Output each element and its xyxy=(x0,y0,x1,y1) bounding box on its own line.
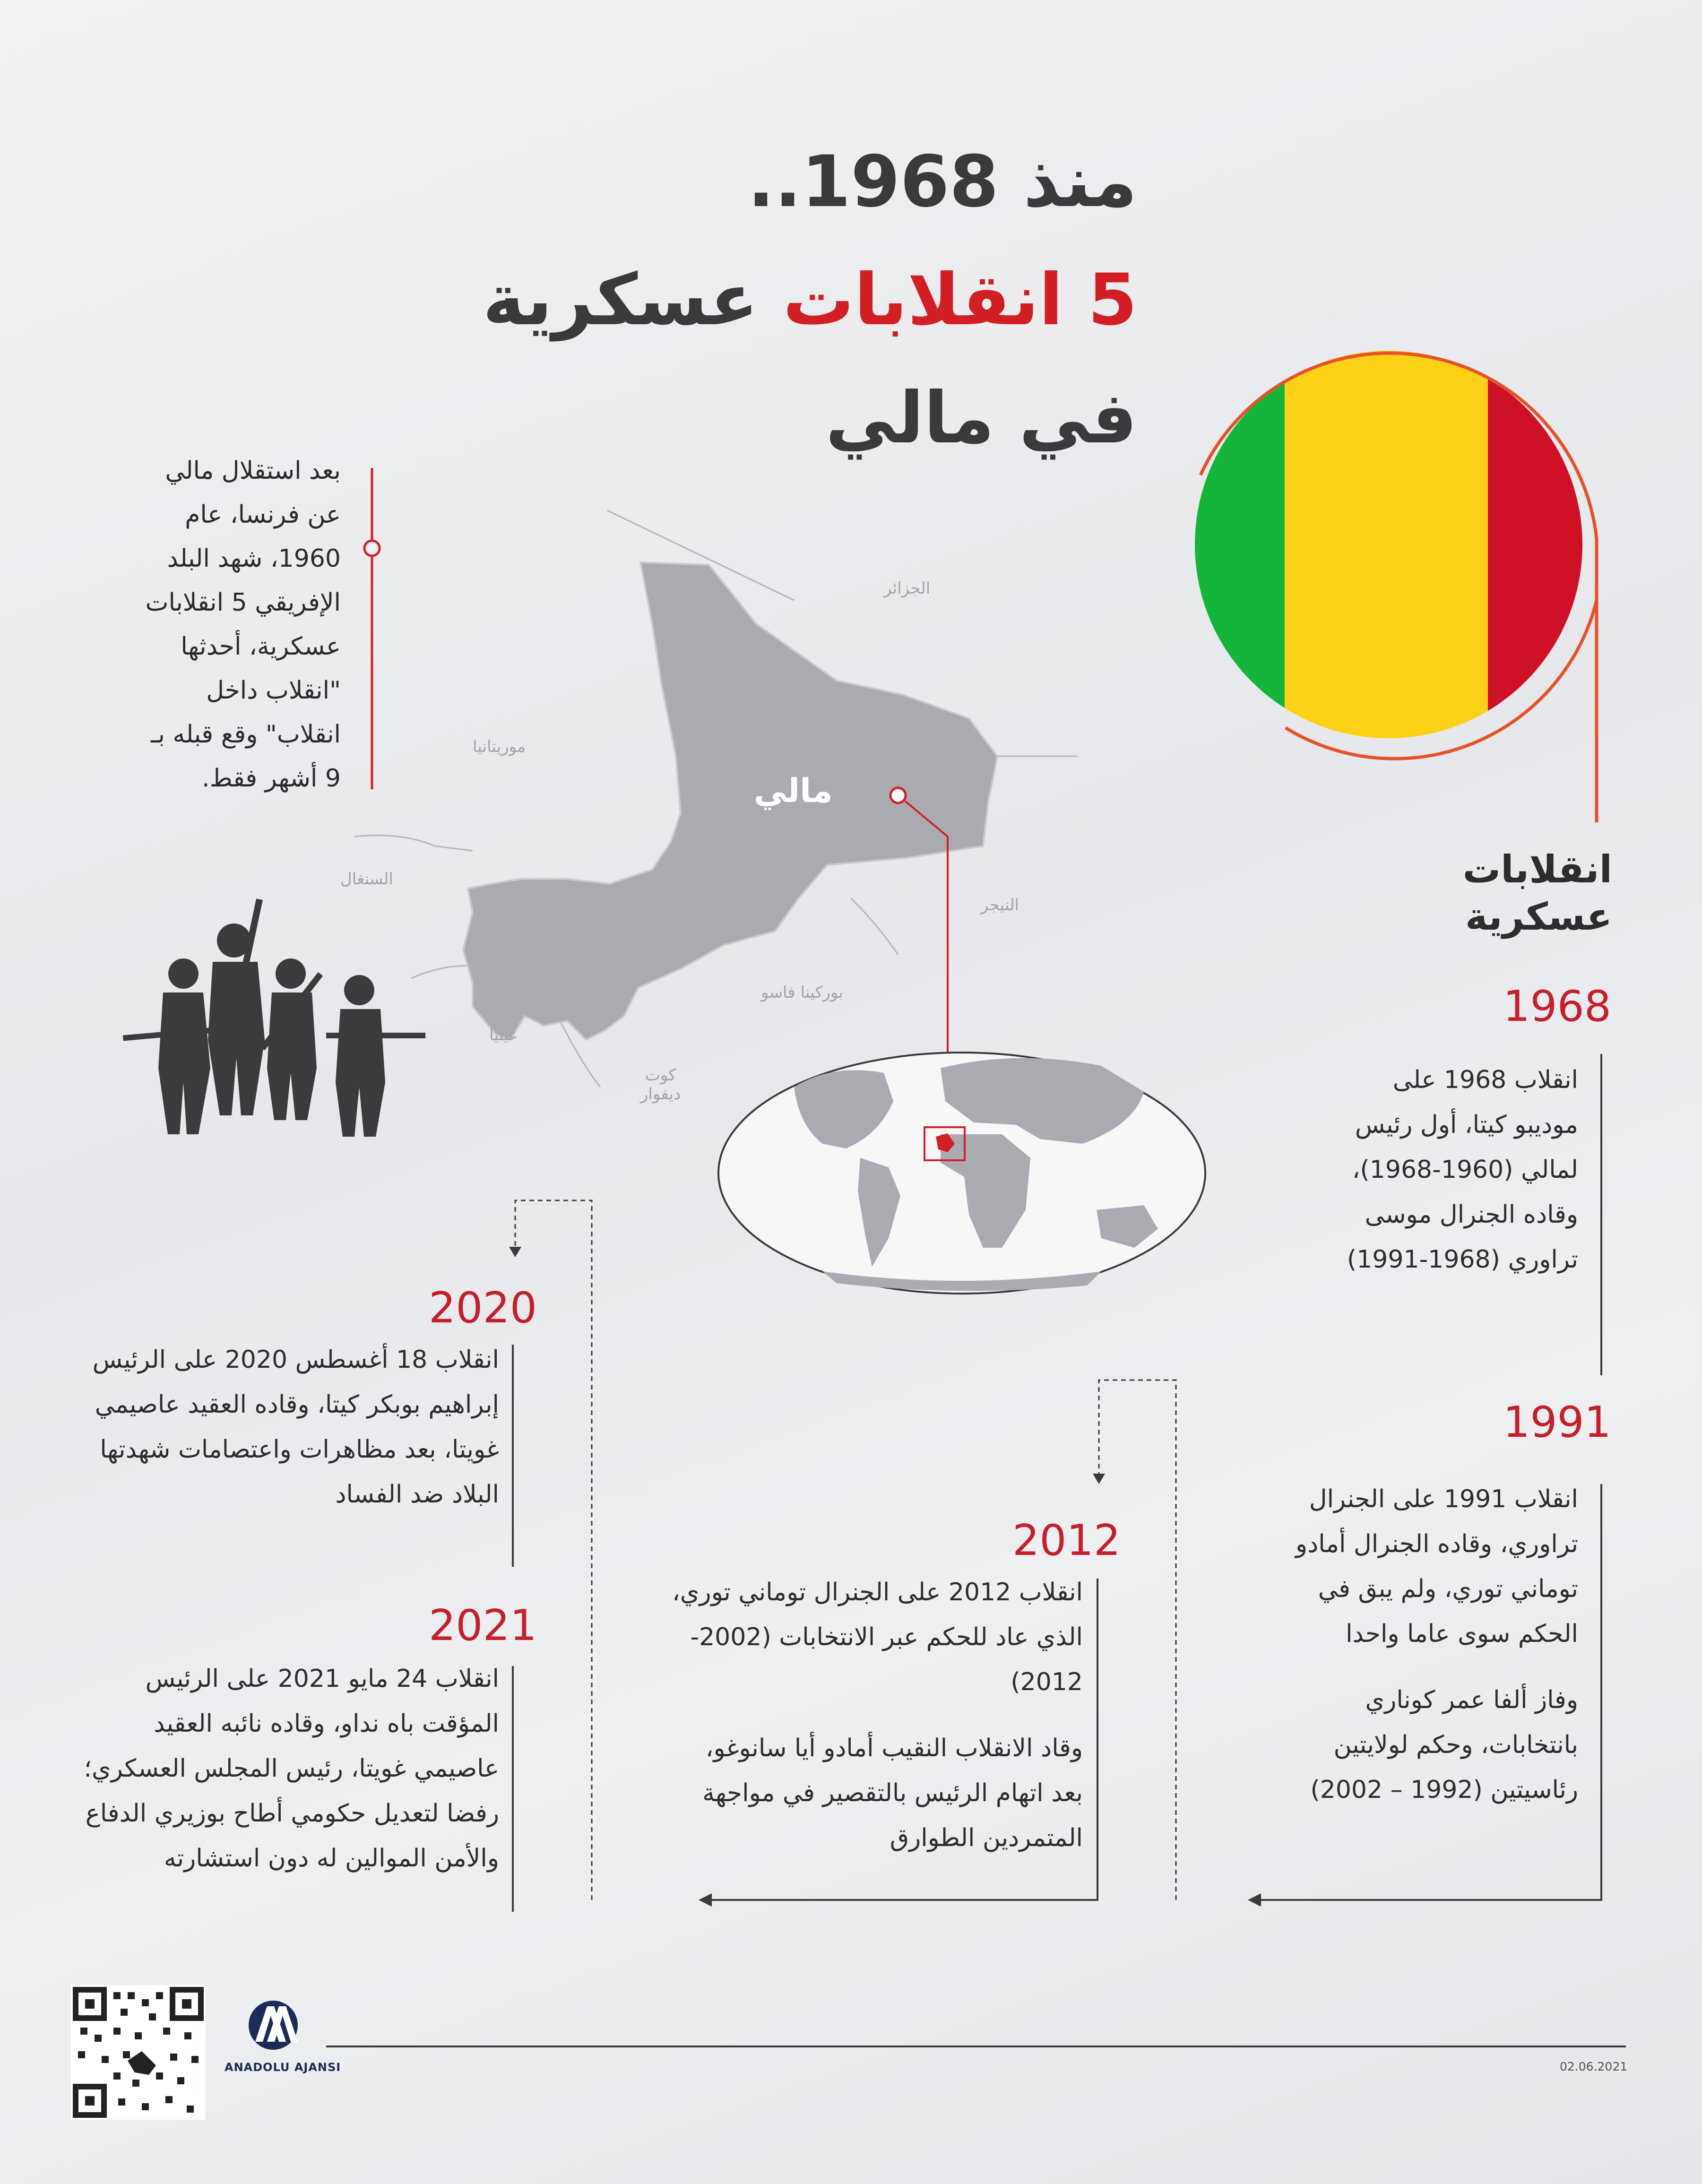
title-line-1: منذ 1968.. xyxy=(747,141,1137,223)
title-line-2-rest: عسكرية xyxy=(483,259,759,341)
event-2012-paragraph-2: وقاد الانقلاب النقيب أمادو أيا سانوغو، بعد اتهام الرئيس بالتقصير في مواجهة المتمردين الطوارق xyxy=(702,1734,1083,1852)
event-2021-text xyxy=(74,1657,499,1881)
event-1968-text xyxy=(1332,1058,1578,1282)
label-niger: النيجر xyxy=(981,896,1019,915)
intro-marker xyxy=(364,541,380,556)
year-1991: 1991 xyxy=(1503,1398,1611,1447)
title-line-3: في مالي xyxy=(825,377,1137,459)
label-ivory-coast-1: كوت xyxy=(645,1066,676,1085)
arrow-down-icon xyxy=(1093,1474,1105,1484)
arrow-down-icon-2 xyxy=(509,1247,521,1257)
event-1968-paragraph: انقلاب 1968 على موديبو كيتا، أول رئيس لمالي (1960-1968)، وقاده الجنرال موسى تراوري (1968-1991) xyxy=(1347,1066,1578,1274)
section-heading-line-2: عسكرية xyxy=(1465,895,1612,939)
year-2021: 2021 xyxy=(428,1601,537,1650)
agency-name: ANADOLU AJANSI xyxy=(225,2061,341,2074)
label-algeria: الجزائر xyxy=(884,579,931,598)
year-2020: 2020 xyxy=(428,1283,537,1333)
event-2020-text xyxy=(74,1338,499,1517)
event-1991-paragraph-1: انقلاب 1991 على الجنرال تراوري، وقاده الجنرال أمادو توماني توري، ولم يبق في الحكم سوى عاما واحدا xyxy=(1296,1485,1578,1648)
mali-flag xyxy=(1191,350,1597,742)
event-2012-text xyxy=(667,1570,1083,1861)
label-senegal: السنغال xyxy=(340,870,393,889)
arrow-left-icon-2 xyxy=(699,1893,712,1907)
qr-code-icon xyxy=(71,1985,206,2120)
label-burkina-faso: بوركينا فاسو xyxy=(761,983,843,1002)
section-heading-line-1: انقلابات xyxy=(1462,847,1612,891)
label-mali: مالي xyxy=(754,771,833,810)
mali-map-shape xyxy=(463,562,997,1040)
label-ivory-coast-2: ديفوار xyxy=(640,1085,681,1104)
anadolu-logo-icon xyxy=(249,2001,298,2050)
intro-text: بعد استقلال مالي عن فرنسا، عام 1960، شهد البلد الإفريقي 5 انقلابات عسكرية، أحدثها "انقلاب داخل انقلاب" وقع قبله بـ 9 أشهر فقط. xyxy=(145,457,341,793)
arrow-left-icon xyxy=(1248,1893,1261,1907)
year-2012: 2012 xyxy=(1012,1516,1121,1565)
label-ivory-coast xyxy=(640,1066,681,1104)
section-heading xyxy=(1423,846,1612,941)
title-highlight: 5 انقلابات xyxy=(783,259,1137,341)
label-mauritania: موريتانيا xyxy=(473,737,526,756)
event-1991-text xyxy=(1271,1477,1578,1813)
event-2021-paragraph: انقلاب 24 مايو 2021 على الرئيس المؤقت باه نداو، وقاده نائبه العقيد عاصيمي غويتا، رئيس المجلس العسكري؛ رفضا لتعديل حكومي أطاح بوزيري الدفاع والأمن الموالين له دون استشارته xyxy=(84,1665,499,1873)
event-2012-paragraph-1: انقلاب 2012 على الجنرال توماني توري، الذي عاد للحكم عبر الانتخابات (2002-2012) xyxy=(672,1578,1083,1696)
event-1991-paragraph-2: وفاز ألفا عمر كوناري بانتخابات، وحكم لولايتين رئاسيتين (1992 – 2002) xyxy=(1310,1686,1578,1804)
publish-date: 02.06.2021 xyxy=(1560,2060,1628,2073)
year-1968: 1968 xyxy=(1503,982,1611,1031)
event-2020-paragraph: انقلاب 18 أغسطس 2020 على الرئيس إبراهيم بوبكر كيتا، وقاده العقيد عاصيمي غويتا، بعد مظاهرات واعتصامات شهدتها البلاد ضد الفساد xyxy=(92,1346,499,1509)
dashed-connector-2012 xyxy=(1099,1380,1176,1900)
label-guinea: غينيا xyxy=(489,1026,517,1045)
mali-marker xyxy=(890,788,906,803)
soldiers-icon xyxy=(123,898,425,1137)
